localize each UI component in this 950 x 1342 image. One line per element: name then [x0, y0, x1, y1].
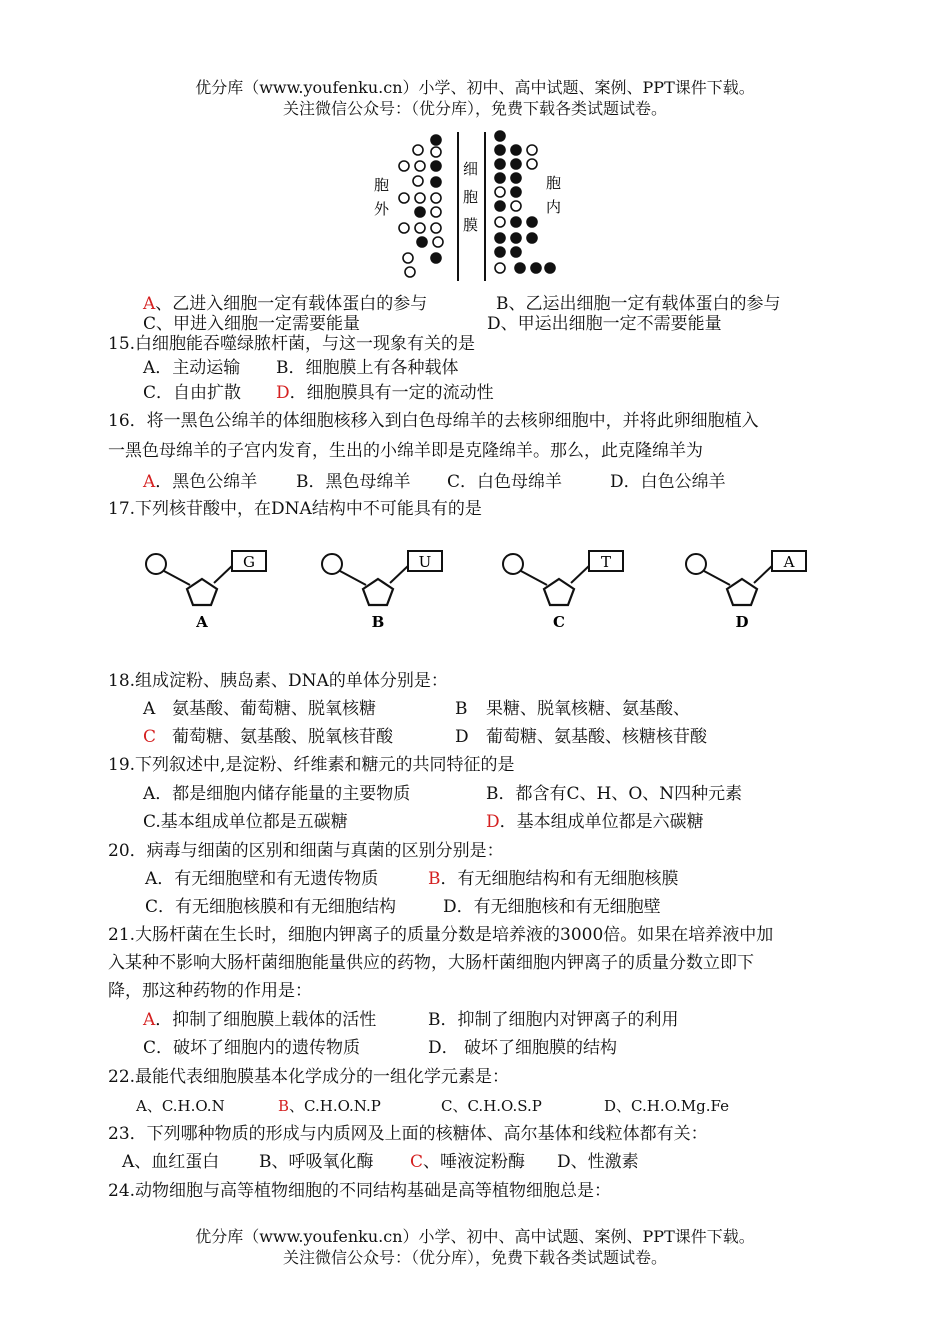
- q24-stem: 24.动物细胞与高等植物细胞的不同结构基础是高等植物细胞总是：: [108, 1181, 612, 1201]
- q18-b-text: 果糖、脱氧核糖、氨基酸、: [486, 699, 690, 719]
- q20-option-a: A．有无细胞壁和有无遗传物质: [145, 869, 379, 889]
- nucleotide-c-label: C: [553, 613, 565, 631]
- q19-option-a: A．都是细胞内储存能量的主要物质: [143, 784, 411, 804]
- q15-stem: 15.白细胞能吞噬绿脓杆菌，与这一现象有关的是: [108, 334, 476, 354]
- q19-option-b: B．都含有C、H、O、N四种元素: [486, 784, 743, 804]
- q20-stem: 20．病毒与细菌的区别和细菌与真菌的区别分别是：: [108, 841, 504, 861]
- q21-a-letter: A: [143, 1010, 156, 1030]
- q22-option-a: A、C.H.O.N: [136, 1097, 225, 1115]
- inside-label-2: 内: [546, 198, 562, 216]
- nucleotide-figures: [140, 545, 820, 635]
- nucleotide-a-label: A: [196, 613, 208, 631]
- q18-stem: 18.组成淀粉、胰岛素、DNA的单体分别是：: [108, 671, 448, 691]
- q18-d-letter: D: [455, 727, 469, 747]
- outside-label-1: 胞: [374, 176, 390, 194]
- q20-option-d: D．有无细胞核和有无细胞壁: [443, 897, 661, 917]
- q23-option-a: A、血红蛋白: [122, 1152, 220, 1172]
- q18-d-text: 葡萄糖、氨基酸、核糖核苷酸: [486, 727, 707, 747]
- q21-stem-line-3: 降，那这种药物的作用是：: [108, 981, 312, 1001]
- q18-a-text: 氨基酸、葡萄糖、脱氧核糖: [172, 699, 376, 719]
- membrane-label-3: 膜: [463, 216, 479, 234]
- membrane-label-2: 胞: [463, 188, 479, 206]
- nucleotide-c: [503, 551, 623, 631]
- q23-stem: 23．下列哪种物质的形成与内质网及上面的核糖体、高尔基体和线粒体都有关：: [108, 1124, 708, 1144]
- q20-b-letter: B: [428, 869, 441, 889]
- q20-option-c: C．有无细胞核膜和有无细胞结构: [145, 897, 397, 917]
- q22-option-c: C、C.H.O.S.P: [441, 1097, 542, 1115]
- q16-a-letter: A: [143, 472, 156, 492]
- q14-a-text: 、乙进入细胞一定有载体蛋白的参与: [155, 294, 428, 314]
- q15-d-text: ．细胞膜具有一定的流动性: [289, 383, 494, 403]
- q21-option-a: [143, 1009, 376, 1031]
- q22-option-b: [278, 1095, 381, 1117]
- q17-stem: 17.下列核苷酸中，在DNA结构中不可能具有的是: [108, 499, 482, 519]
- q22-option-d: D、C.H.O.Mg.Fe: [604, 1097, 729, 1115]
- q23-option-b: B、呼吸氧化酶: [259, 1152, 374, 1172]
- q18-a-letter: A: [143, 699, 156, 719]
- nucleotide-a-base: G: [243, 553, 255, 571]
- q21-option-b: B．抑制了细胞内对钾离子的利用: [428, 1010, 679, 1030]
- q20-b-text: ．有无细胞结构和有无细胞核膜: [440, 869, 679, 889]
- q18-b-letter: B: [455, 699, 468, 719]
- header-line-1: 优分库（www.youfenku.cn）小学、初中、高中试题、案例、PPT课件下载。: [195, 78, 755, 97]
- q22-b-text: 、C.H.O.N.P: [289, 1097, 381, 1115]
- nucleotide-b: [322, 551, 442, 631]
- q21-a-text: ．抑制了细胞膜上载体的活性: [155, 1010, 377, 1030]
- q21-stem-line-2: 入某种不影响大肠杆菌细胞能量供应的药物，大肠杆菌细胞内钾离子的质量分数立即下: [108, 953, 754, 973]
- q19-d-letter: D: [486, 812, 500, 832]
- q16-stem-line-2: 一黑色母绵羊的子宫内发育，生出的小绵羊即是克隆绵羊。那么，此克隆绵羊为: [108, 441, 703, 461]
- inside-label-1: 胞: [546, 174, 562, 192]
- q23-c-letter: C: [410, 1152, 424, 1172]
- q15-option-d: [276, 382, 494, 404]
- q19-d-text: ．基本组成单位都是六碳糖: [499, 812, 704, 832]
- nucleotide-c-base: T: [600, 553, 612, 571]
- q21-option-d: D． 破坏了细胞膜的结构: [428, 1038, 618, 1058]
- q16-option-b: B．黑色母绵羊: [296, 472, 411, 492]
- q15-d-letter: D: [276, 383, 290, 403]
- nucleotide-b-label: B: [371, 613, 385, 631]
- q16-option-c: C．白色母绵羊: [447, 472, 563, 492]
- q21-option-c: C．破坏了细胞内的遗传物质: [143, 1038, 361, 1058]
- q18-c-letter: C: [143, 727, 157, 747]
- q18-c-text: 葡萄糖、氨基酸、脱氧核苷酸: [172, 727, 393, 747]
- q23-option-d: D、性激素: [557, 1152, 639, 1172]
- q16-stem-line-1: 16．将一黑色公绵羊的体细胞核移入到白色母绵羊的去核卵细胞中，并将此卵细胞植入: [108, 411, 759, 431]
- q14-a-letter: A: [143, 294, 156, 314]
- q15-option-c: C．自由扩散: [143, 383, 242, 403]
- nucleotide-d: [686, 551, 806, 631]
- membrane-transport-figure: [368, 126, 580, 286]
- nucleotide-a: [146, 551, 266, 631]
- q16-a-text: ．黑色公绵羊: [155, 472, 258, 492]
- q15-option-a: A．主动运输: [143, 358, 241, 378]
- q22-stem: 22.最能代表细胞膜基本化学成分的一组化学元素是：: [108, 1067, 510, 1087]
- q22-b-letter: B: [278, 1097, 290, 1115]
- q19-stem: 19.下列叙述中,是淀粉、纤维素和糖元的共同特征的是: [108, 755, 515, 775]
- q14-option-d: D、甲运出细胞一定不需要能量: [487, 314, 722, 334]
- q15-option-b: B．细胞膜上有各种载体: [276, 358, 459, 378]
- nucleotide-d-label: D: [735, 613, 749, 631]
- nucleotide-b-base: U: [418, 553, 432, 571]
- q14-option-c: C、甲进入细胞一定需要能量: [143, 314, 361, 334]
- q14-option-a: [143, 293, 427, 315]
- membrane-label-1: 细: [463, 160, 479, 178]
- nucleotide-d-base: A: [783, 553, 795, 571]
- q19-option-d: [486, 811, 704, 833]
- q21-stem-line-1: 21.大肠杆菌在生长时，细胞内钾离子的质量分数是培养液的3000倍。如果在培养液中加: [108, 925, 774, 945]
- footer-line-1: 优分库（www.youfenku.cn）小学、初中、高中试题、案例、PPT课件下载。: [195, 1227, 755, 1246]
- header-line-2: 关注微信公众号：（优分库），免费下载各类试题试卷。: [282, 99, 667, 118]
- q23-c-text: 、唾液淀粉酶: [423, 1152, 526, 1172]
- q19-option-c: C.基本组成单位都是五碳糖: [143, 812, 348, 832]
- q14-option-b: B、乙运出细胞一定有载体蛋白的参与: [496, 294, 781, 314]
- q23-option-c: [410, 1151, 525, 1173]
- outside-label-2: 外: [374, 200, 390, 218]
- q20-option-b: [428, 868, 679, 890]
- q16-option-d: D．白色公绵羊: [610, 472, 726, 492]
- footer-line-2: 关注微信公众号：（优分库），免费下载各类试题试卷。: [282, 1248, 667, 1267]
- q16-option-a: [143, 471, 257, 493]
